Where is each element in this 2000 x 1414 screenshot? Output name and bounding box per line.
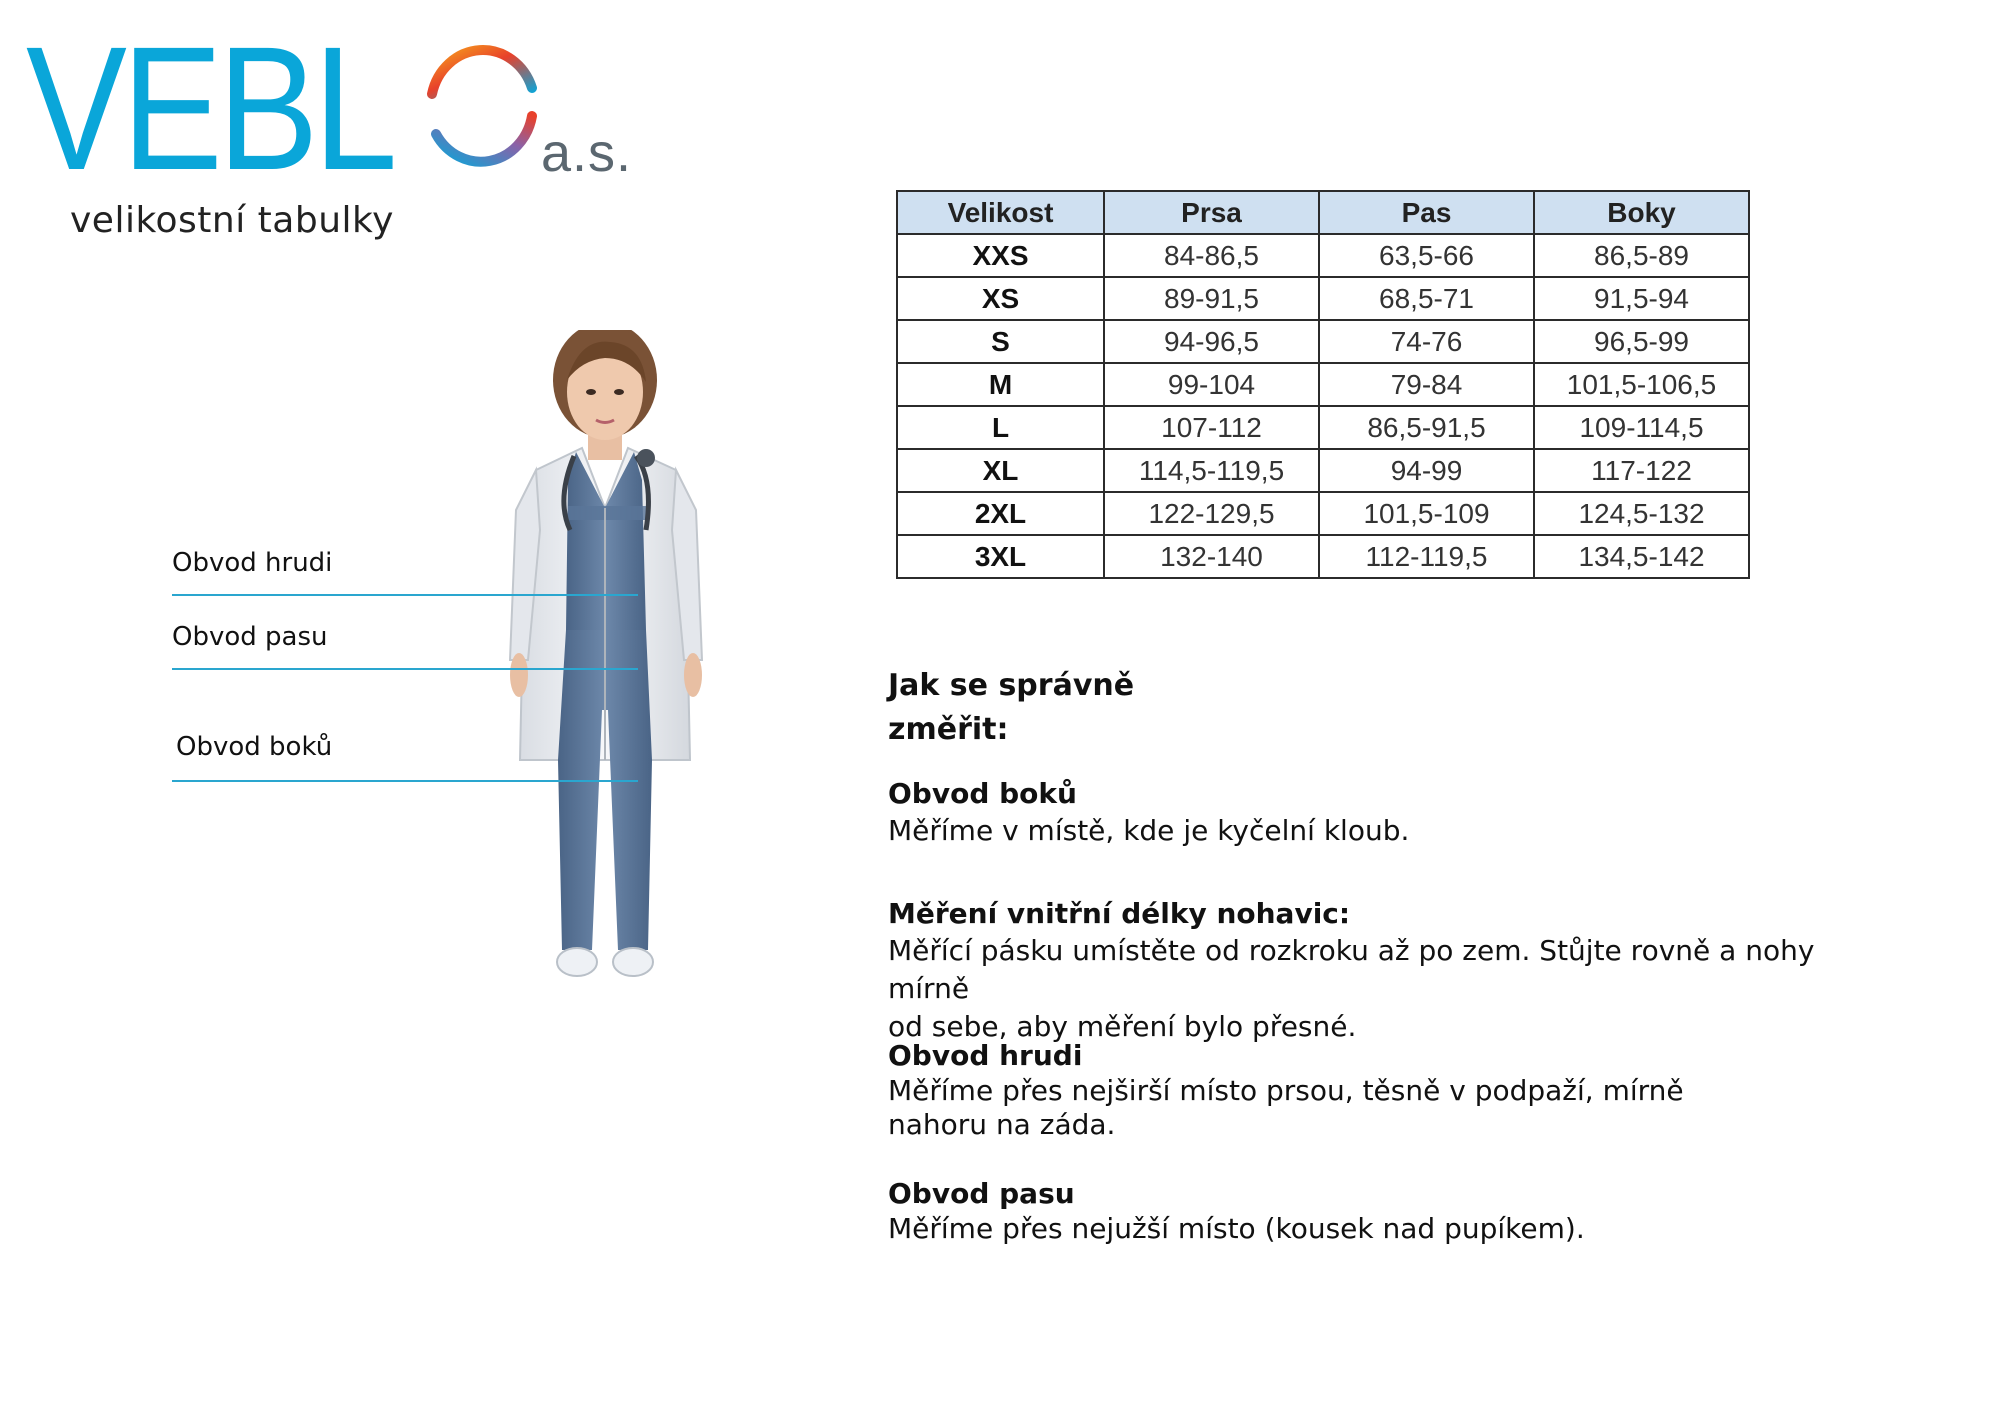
pas-cell: 101,5-109	[1319, 492, 1534, 535]
prsa-cell: 132-140	[1104, 535, 1319, 578]
line-chest	[172, 594, 638, 596]
waist-body: Měříme přes nejužší místo (kousek nad pupíkem).	[888, 1212, 1585, 1245]
prsa-cell: 114,5-119,5	[1104, 449, 1319, 492]
pas-cell: 63,5-66	[1319, 234, 1534, 277]
inseam-heading: Měření vnitřní délky nohavic:	[888, 897, 1351, 930]
inseam-body-line2: od sebe, aby měření bylo přesné.	[888, 1010, 1357, 1043]
table-row	[897, 363, 1749, 406]
header-prsa: Prsa	[1104, 191, 1319, 234]
instructions-title	[888, 664, 1134, 752]
logo-wordmark: VEBL	[26, 11, 393, 207]
waist-instruction	[888, 1176, 1585, 1246]
size-table-header-row	[897, 191, 1749, 234]
label-waist: Obvod pasu	[172, 622, 328, 652]
label-chest: Obvod hrudi	[172, 548, 333, 578]
page-subtitle: velikostní tabulky	[70, 200, 394, 241]
boky-cell: 117-122	[1534, 449, 1749, 492]
table-row	[897, 320, 1749, 363]
size-table	[896, 190, 1750, 579]
size-cell: M	[897, 363, 1104, 406]
logo-suffix: a.s.	[541, 123, 633, 183]
inseam-body-line1: Měřící pásku umístěte od rozkroku až po zem. Stůjte rovně a nohy mírně	[888, 934, 1815, 1005]
table-row	[897, 449, 1749, 492]
inseam-instruction	[888, 896, 1888, 1046]
hips-instruction	[888, 776, 1409, 850]
boky-cell: 91,5-94	[1534, 277, 1749, 320]
prsa-cell: 122-129,5	[1104, 492, 1319, 535]
table-row	[897, 406, 1749, 449]
boky-cell: 86,5-89	[1534, 234, 1749, 277]
size-cell: XL	[897, 449, 1104, 492]
chest-body-line1: Měříme přes nejširší místo prsou, těsně v podpaží, mírně	[888, 1074, 1684, 1107]
table-row	[897, 277, 1749, 320]
table-row	[897, 492, 1749, 535]
boky-cell: 109-114,5	[1534, 406, 1749, 449]
pas-cell: 74-76	[1319, 320, 1534, 363]
prsa-cell: 84-86,5	[1104, 234, 1319, 277]
size-cell: L	[897, 406, 1104, 449]
instructions-title-line2: změřit:	[888, 712, 1009, 747]
pas-cell: 86,5-91,5	[1319, 406, 1534, 449]
instructions-title-line1: Jak se správně	[888, 668, 1135, 703]
size-cell: XXS	[897, 234, 1104, 277]
boky-cell: 96,5-99	[1534, 320, 1749, 363]
pas-cell: 68,5-71	[1319, 277, 1534, 320]
prsa-cell: 89-91,5	[1104, 277, 1319, 320]
waist-heading: Obvod pasu	[888, 1177, 1075, 1210]
prsa-cell: 107-112	[1104, 406, 1319, 449]
boky-cell: 101,5-106,5	[1534, 363, 1749, 406]
line-hips	[172, 780, 638, 782]
label-hips: Obvod boků	[176, 732, 333, 762]
hips-body: Měříme v místě, kde je kyčelní kloub.	[888, 814, 1410, 847]
pas-cell: 112-119,5	[1319, 535, 1534, 578]
chest-instruction	[888, 1038, 1684, 1142]
size-cell: 3XL	[897, 535, 1104, 578]
chest-heading: Obvod hrudi	[888, 1039, 1083, 1072]
chest-body-line2: nahoru na záda.	[888, 1108, 1116, 1141]
line-waist	[172, 668, 638, 670]
hips-heading: Obvod boků	[888, 777, 1077, 810]
prsa-cell: 99-104	[1104, 363, 1319, 406]
table-row	[897, 234, 1749, 277]
table-row	[897, 535, 1749, 578]
header-velikost: Velikost	[897, 191, 1104, 234]
logo-ring-icon	[420, 36, 540, 176]
size-cell: S	[897, 320, 1104, 363]
boky-cell: 124,5-132	[1534, 492, 1749, 535]
pas-cell: 94-99	[1319, 449, 1534, 492]
brand-logo	[26, 11, 633, 207]
prsa-cell: 94-96,5	[1104, 320, 1319, 363]
size-cell: XS	[897, 277, 1104, 320]
boky-cell: 134,5-142	[1534, 535, 1749, 578]
header-boky: Boky	[1534, 191, 1749, 234]
doctor-figure-illustration	[470, 330, 740, 1330]
header-pas: Pas	[1319, 191, 1534, 234]
size-cell: 2XL	[897, 492, 1104, 535]
pas-cell: 79-84	[1319, 363, 1534, 406]
